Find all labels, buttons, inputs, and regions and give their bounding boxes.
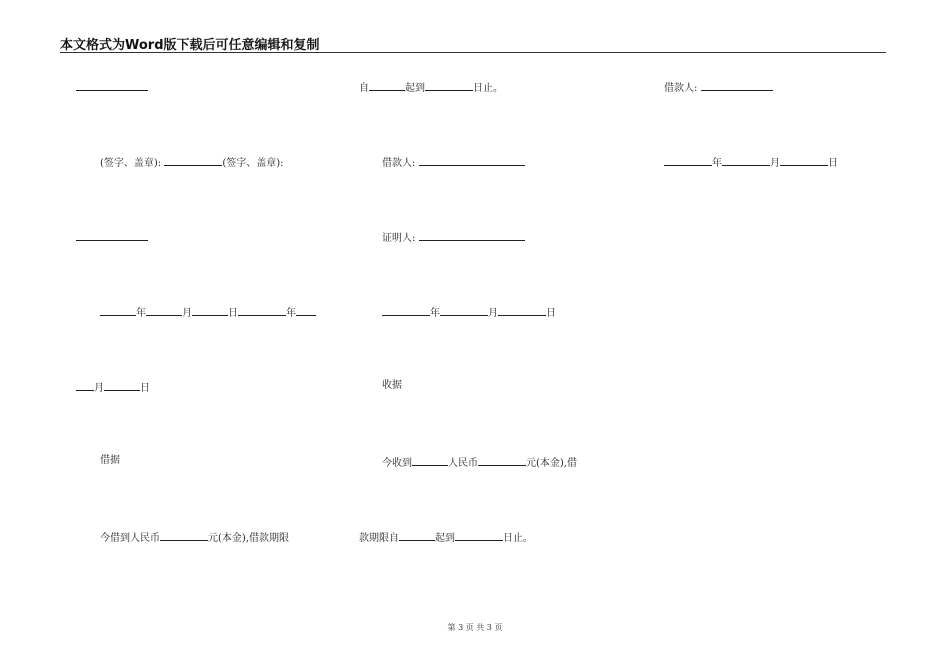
day-label: 日	[546, 308, 556, 319]
loan-unit-label: 元(本金),借款期限	[208, 533, 289, 544]
signature-line	[100, 155, 284, 170]
loan-text	[100, 530, 289, 545]
to-label: 起到	[435, 533, 455, 544]
date-line-cont	[76, 380, 150, 395]
year-label: 年	[430, 308, 440, 319]
blank-line	[419, 230, 525, 241]
day-label: 日	[140, 383, 150, 394]
borrower-line	[382, 155, 525, 170]
receipt-term-line	[359, 530, 533, 545]
blank-line	[425, 80, 473, 91]
loan-title: 借据	[100, 455, 120, 466]
blank-line	[478, 455, 526, 466]
borrower-label: 借款人:	[664, 83, 698, 94]
sign-label: (签字、盖章):	[100, 158, 162, 169]
loan-text-label: 今借到人民币	[100, 533, 160, 544]
sign-label-2: (签字、盖章):	[222, 158, 284, 169]
receipt-text-label: 今收到	[382, 458, 412, 469]
receipt-title: 收据	[382, 380, 402, 391]
blank-line	[104, 380, 140, 391]
term-line	[359, 80, 503, 95]
blank-line	[164, 155, 222, 166]
signature-blank-line-2	[76, 230, 148, 245]
month-label: 月	[182, 308, 192, 319]
page-header-title: 本文格式为Word版下载后可任意编辑和复制	[60, 38, 320, 53]
day-label: 日	[828, 158, 838, 169]
blank-line	[701, 80, 773, 91]
until-label: 日止。	[473, 83, 503, 94]
blank-line	[664, 155, 712, 166]
blank-line	[146, 305, 182, 316]
receipt-unit-label: 元(本金),借	[526, 458, 577, 469]
blank-line	[76, 80, 148, 91]
year-label: 年	[136, 308, 146, 319]
blank-line	[498, 305, 546, 316]
year-label: 年	[286, 308, 296, 319]
blank-line	[455, 530, 503, 541]
year-label: 年	[712, 158, 722, 169]
from-label: 自	[359, 83, 369, 94]
date-line-3	[664, 155, 838, 170]
blank-line	[722, 155, 770, 166]
header-divider	[60, 52, 886, 53]
day-label: 日	[228, 308, 238, 319]
blank-line	[160, 530, 208, 541]
to-label: 起到	[405, 83, 425, 94]
month-label: 月	[488, 308, 498, 319]
until-label: 日止。	[503, 533, 533, 544]
month-label: 月	[770, 158, 780, 169]
blank-line	[412, 455, 448, 466]
date-line	[100, 305, 316, 320]
blank-line	[440, 305, 488, 316]
blank-line	[76, 380, 94, 391]
signature-blank-line	[76, 80, 148, 95]
blank-line	[419, 155, 525, 166]
blank-line	[382, 305, 430, 316]
blank-line	[100, 305, 136, 316]
page-number: 第 3 页 共 3 页	[447, 623, 503, 632]
blank-line	[238, 305, 286, 316]
blank-line	[780, 155, 828, 166]
currency-label: 人民币	[448, 458, 478, 469]
receipt-text	[382, 455, 577, 470]
blank-line	[369, 80, 405, 91]
month-label: 月	[94, 383, 104, 394]
blank-line	[399, 530, 435, 541]
blank-line	[192, 305, 228, 316]
blank-line	[76, 230, 148, 241]
date-line-2	[382, 305, 556, 320]
witness-line	[382, 230, 525, 245]
borrower-line-2	[664, 80, 773, 95]
blank-line	[296, 305, 316, 316]
term-label: 款期限自	[359, 533, 399, 544]
borrower-label: 借款人:	[382, 158, 416, 169]
witness-label: 证明人:	[382, 233, 416, 244]
